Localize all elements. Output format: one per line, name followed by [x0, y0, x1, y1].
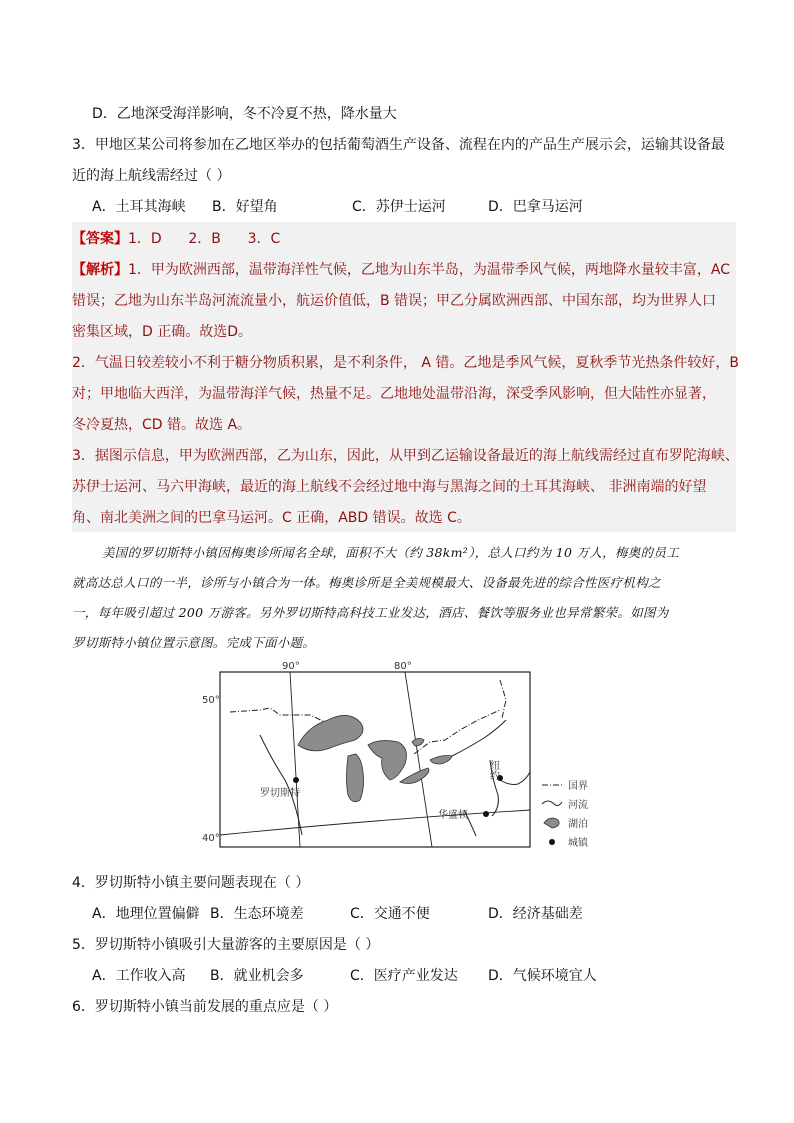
prev-option-d: D．乙地深受海洋影响，冬不冷夏不热，降水量大 — [92, 106, 397, 122]
q5-option-c: C．医疗产业发达 — [350, 968, 458, 984]
analysis-tag: 【解析】 — [72, 262, 128, 278]
passage-line-4: 罗切斯特小镇位置示意图。完成下面小题。 — [72, 635, 316, 650]
q3-option-b: B．好望角 — [212, 199, 278, 215]
town-rochester — [293, 777, 299, 783]
q4-options — [92, 904, 583, 924]
answer-line — [72, 229, 280, 249]
q3-option-a: A．土耳其海峡 — [92, 199, 186, 215]
analysis-line-4: 2．气温日较差较小不利于糖分物质积累，是不利条件， A 错。乙地是季风气候，夏秋季节光热条件较好，B — [72, 355, 739, 371]
q5-stem: 5．罗切斯特小镇吸引大量游客的主要原因是（ ） — [72, 937, 380, 953]
legend-lake-label: 湖泊 — [568, 819, 588, 830]
answer-text: 1．D 2．B 3．C — [128, 231, 281, 247]
label-lon-90: 90° — [282, 661, 300, 672]
analysis-text-1: 1．甲为欧洲西部，温带海洋性气候，乙地为山东半岛，为温带季风气候，两地降水量较丰富，AC — [128, 262, 731, 278]
label-washington: 华盛顿 — [438, 810, 468, 821]
q4-option-c: C．交通不便 — [350, 906, 430, 922]
q4-option-b: B．生态环境差 — [210, 906, 304, 922]
answer-tag: 【答案】 — [72, 231, 128, 247]
passage-line-3: 一，每年吸引超过 200 万游客。另外罗切斯特高科技工业发达，酒店、餐饮等服务业也异常繁荣。如图为 — [72, 605, 669, 620]
q5-options — [92, 966, 597, 986]
label-lon-80: 80° — [394, 661, 412, 672]
analysis-line-6: 冬冷夏热，CD 错。故选 A。 — [72, 417, 252, 433]
q3-option-c: C．苏伊士运河 — [352, 199, 446, 215]
q3-options — [92, 197, 583, 217]
rochester-location-map — [200, 660, 600, 860]
passage-line-1: 美国的罗切斯特小镇因梅奥诊所闻名全球，面积不大（约 38km²），总人口约为 10 万人，梅奥的员工 — [102, 545, 679, 560]
analysis-line-1 — [72, 260, 730, 280]
q5-option-a: A．工作收入高 — [92, 968, 186, 984]
analysis-line-7: 3．据图示信息，甲为欧洲西部，乙为山东，因此，从甲到乙运输设备最近的海上航线需经过直布罗陀海峡、 — [72, 448, 739, 464]
q4-option-d: D．经济基础差 — [488, 906, 583, 922]
label-rochester: 罗切斯特 — [260, 788, 300, 799]
analysis-line-5: 对；甲地临大西洋，为温带海洋气候，热量不足。乙地地处温带沿海，深受季风影响，但大陆性亦显著， — [72, 386, 716, 402]
lake-michigan — [347, 754, 364, 802]
q4-option-a: A．地理位置偏僻 — [92, 906, 200, 922]
legend-river-icon — [542, 801, 562, 806]
legend-border-label: 国界 — [568, 781, 588, 792]
analysis-line-3: 密集区域，D 正确。故选D。 — [72, 324, 253, 340]
analysis-line-8: 苏伊士运河、马六甲海峡，最近的海上航线不会经过地中海与黑海之间的土耳其海峡、 非洲南端的好望 — [72, 479, 707, 495]
map-legend — [542, 780, 589, 849]
town-washington — [483, 811, 489, 817]
q5-option-d: D．气候环境宜人 — [488, 968, 597, 984]
legend-town-label: 城镇 — [568, 838, 588, 849]
q6-stem: 6．罗切斯特小镇当前发展的重点应是（ ） — [72, 999, 338, 1015]
legend-town-icon — [549, 839, 555, 845]
passage-line-2: 就高达总人口的一半，诊所与小镇合为一体。梅奥诊所是全美规模最大、设备最先进的综合性医疗机构之 — [72, 575, 661, 590]
label-newyork: 纽约 — [487, 760, 499, 780]
legend-lake-icon — [544, 818, 559, 828]
analysis-line-2: 错误；乙地为山东半岛河流流量小，航运价值低，B 错误；甲乙分属欧洲西部、中国东部，均为世界人口 — [72, 293, 717, 309]
analysis-line-9: 角、南北美洲之间的巴拿马运河。C 正确，ABD 错误。故选 C。 — [72, 510, 471, 526]
q3-stem-line2: 近的海上航线需经过（ ） — [72, 168, 231, 184]
q4-stem: 4．罗切斯特小镇主要问题表现在（ ） — [72, 875, 310, 891]
q3-option-d: D．巴拿马运河 — [488, 199, 583, 215]
label-lat-40: 40° — [202, 833, 220, 844]
q3-stem-line1: 3．甲地区某公司将参加在乙地区举办的包括葡萄酒生产设备、流程在内的产品生产展示会，运输其设备最 — [72, 137, 725, 153]
q5-option-b: B．就业机会多 — [210, 968, 304, 984]
legend-river-label: 河流 — [568, 800, 588, 811]
label-lat-50: 50° — [202, 695, 220, 706]
